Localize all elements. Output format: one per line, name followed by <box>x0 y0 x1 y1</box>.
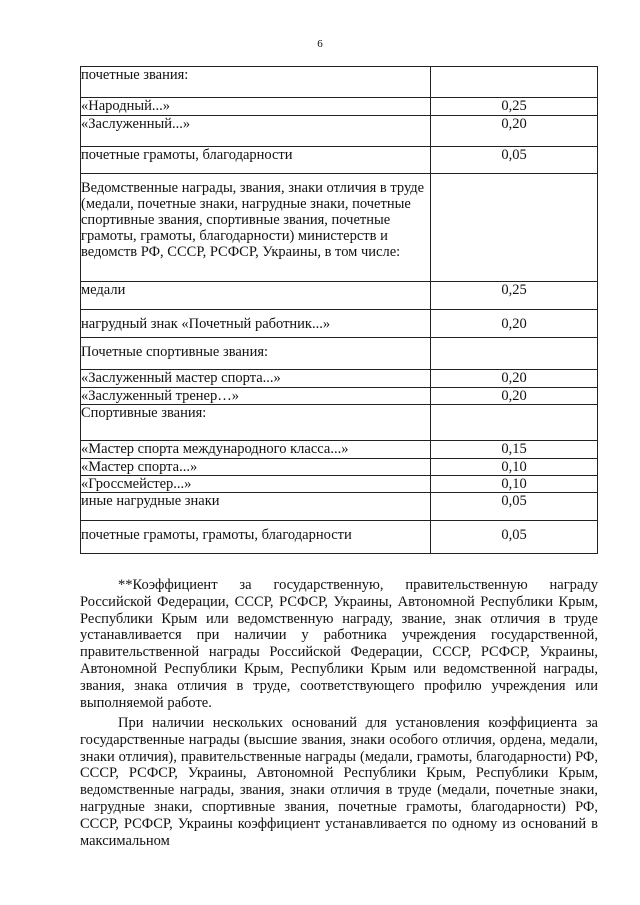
row-value: 0,20 <box>431 388 598 405</box>
table-row <box>81 405 598 441</box>
body-paragraph: При наличии нескольких оснований для установления коэффициента за государственные награды (высшие звания, знаки особого отличия, ордена, медали, знаки отличия), правительственные награды (медали, грамоты, благодарности) РФ, СССР, РСФСР, Украины, Автономной Республики Крым, Республики Крым, ведомственные награды, звания, знаки отличия в труде (медали, почетные знаки, нагрудные знаки, спортивные звания, почетные грамоты, благодарности) РФ, СССР, РСФСР, Украины коэффициент устанавливается по одному из оснований в максимальном <box>80 715 598 849</box>
table-row <box>81 67 598 98</box>
table-row <box>81 441 598 459</box>
row-value: 0,25 <box>431 282 598 310</box>
row-name: «Заслуженный тренер…» <box>81 388 431 405</box>
table-row <box>81 282 598 310</box>
row-value: 0,10 <box>431 459 598 476</box>
row-name: «Народный...» <box>81 98 431 116</box>
row-value: 0,20 <box>431 310 598 338</box>
table-row <box>81 493 598 521</box>
row-name: «Мастер спорта международного класса...» <box>81 441 431 459</box>
awards-coefficient-table <box>80 66 598 554</box>
row-value: 0,10 <box>431 476 598 493</box>
table-row <box>81 116 598 147</box>
row-value <box>431 338 598 370</box>
row-name: «Заслуженный мастер спорта...» <box>81 370 431 388</box>
table-row <box>81 338 598 370</box>
row-value: 0,20 <box>431 370 598 388</box>
row-value: 0,05 <box>431 147 598 174</box>
row-name: медали <box>81 282 431 310</box>
row-name: «Мастер спорта...» <box>81 459 431 476</box>
table-row <box>81 147 598 174</box>
row-name: Спортивные звания: <box>81 405 431 441</box>
row-value <box>431 405 598 441</box>
row-value: 0,25 <box>431 98 598 116</box>
row-name: «Гроссмейстер...» <box>81 476 431 493</box>
table-row <box>81 459 598 476</box>
row-name: нагрудный знак «Почетный работник...» <box>81 310 431 338</box>
table-row <box>81 310 598 338</box>
row-name: почетные грамоты, грамоты, благодарности <box>81 521 431 554</box>
page-number: 6 <box>317 38 323 50</box>
row-value <box>431 174 598 282</box>
table-row <box>81 521 598 554</box>
table-row <box>81 98 598 116</box>
table-row <box>81 174 598 282</box>
row-name: «Заслуженный...» <box>81 116 431 147</box>
table-row <box>81 388 598 405</box>
row-name: Почетные спортивные звания: <box>81 338 431 370</box>
row-value: 0,15 <box>431 441 598 459</box>
row-value <box>431 67 598 98</box>
row-value: 0,05 <box>431 493 598 521</box>
footnote-paragraph: **Коэффициент за государственную, правительственную награду Российской Федерации, СССР, РСФСР, Украины, Автономной Республики Крым, Республики Крым или ведомственную награду, звание, знак отличия в труде устанавливается при наличии у работника учреждения государственной, правительственной награды Российской Федерации, СССР, РСФСР, Украины, Автономной Республики Крым, Республики Крым или ведомственной награды, звания, знака отличия в труде, соответствующего профилю учреждения или выполняемой работе. <box>80 577 598 711</box>
row-name: иные нагрудные знаки <box>81 493 431 521</box>
table-row <box>81 370 598 388</box>
table-row <box>81 476 598 493</box>
row-name: почетные грамоты, благодарности <box>81 147 431 174</box>
row-name: почетные звания: <box>81 67 431 98</box>
row-value: 0,05 <box>431 521 598 554</box>
row-value: 0,20 <box>431 116 598 147</box>
row-name: Ведомственные награды, звания, знаки отличия в труде (медали, почетные знаки, нагрудные знаки, почетные спортивные звания, спортивные звания, почетные грамоты, грамоты, благодарности) министерств и ведомств РФ, СССР, РСФСР, Украины, в том числе: <box>81 174 431 282</box>
